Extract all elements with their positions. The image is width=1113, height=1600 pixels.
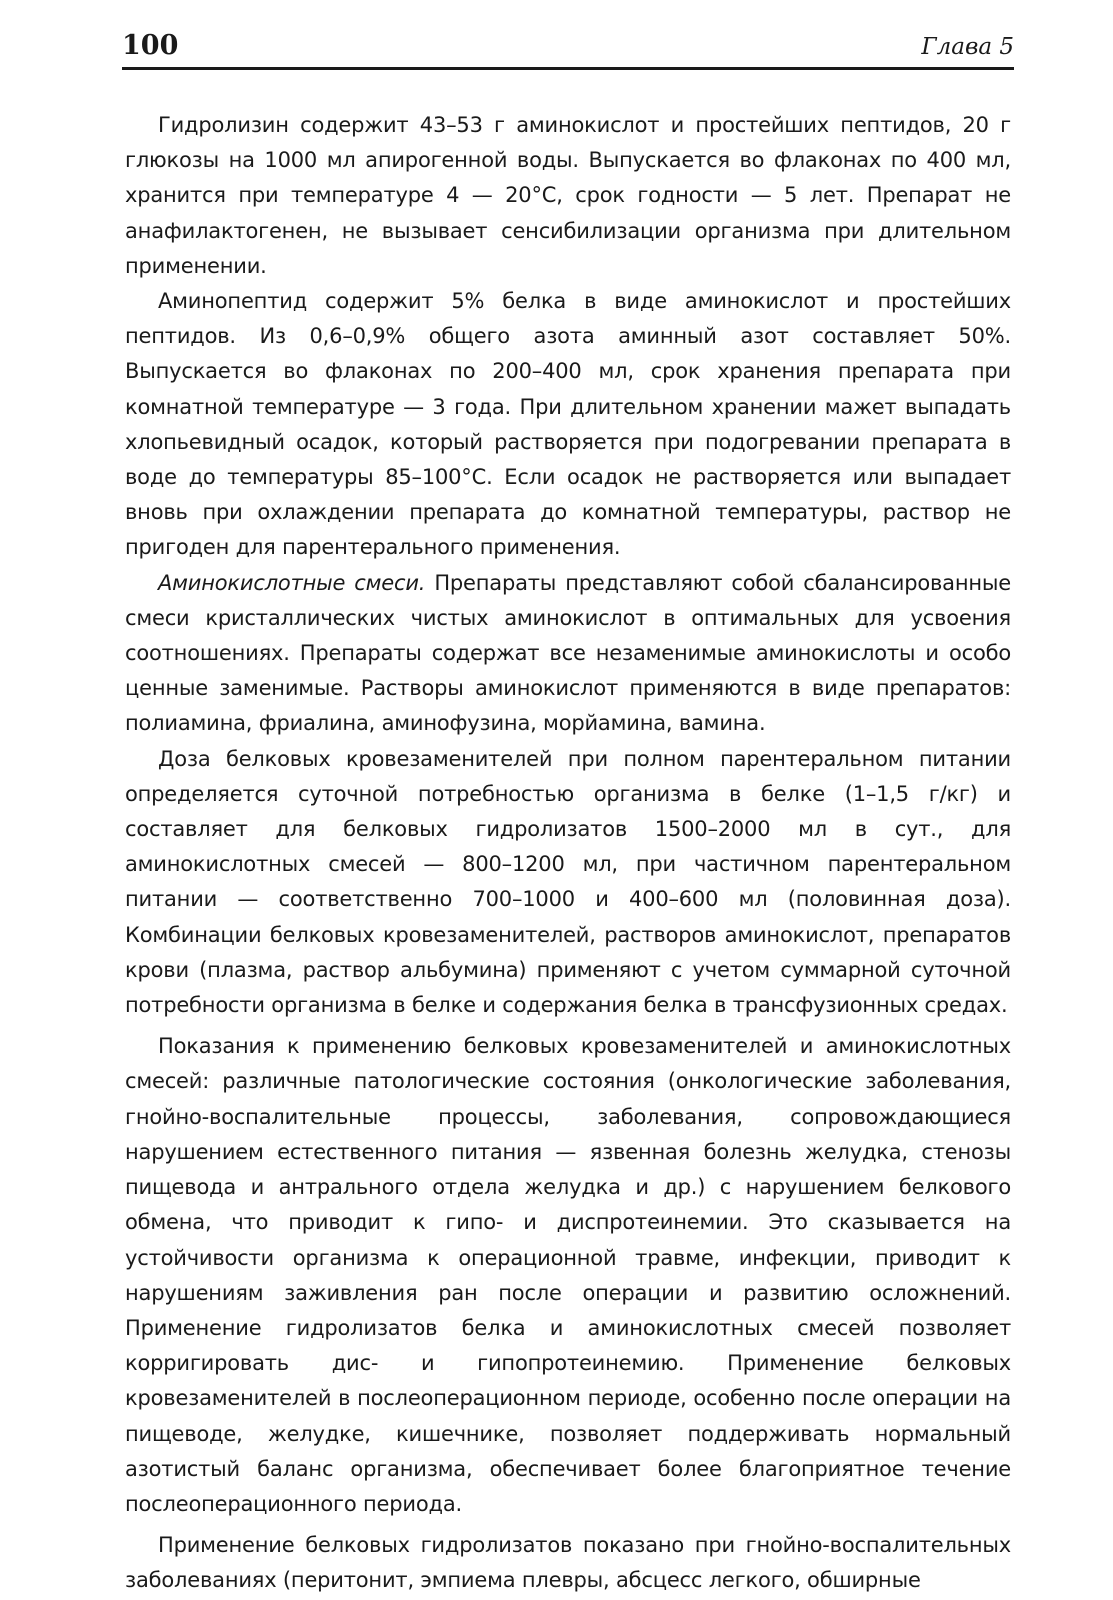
page-number: 100 <box>122 30 179 61</box>
body-text <box>125 108 1011 1599</box>
running-header <box>122 28 1014 68</box>
paragraph-lead-italic: Аминокислотные смеси. <box>158 570 426 595</box>
paragraph-aminopeptide: Аминопептид содержит 5% белка в виде аминокислот и простейших пептидов. Из 0,6–0,9% общего азота аминный азот составляет 50%. Выпускается во флаконах по 200–400 мл, срок хранения препарата при комнатной температуре — 3 года. При длительном хранении мажет выпадать хлопьевидный осадок, который растворяется при подогревании препарата в воде до температуры 85–100°С. Если осадок не растворяется или выпадает вновь при охлаждении препарата до комнатной температуры, раствор не пригоден для парентерального применения. <box>125 289 1011 560</box>
paragraph-hydrolysate-use: Применение белковых гидролизатов показано при гнойно-воспалительных заболеваниях (перитонит, эмпиема плевры, абсцесс легкого, обширные <box>125 1533 1011 1593</box>
header-rule <box>122 67 1014 70</box>
paragraph-hydrolysin: Гидролизин содержит 43–53 г аминокислот и простейших пептидов, 20 г глюкозы на 1000 мл апирогенной воды. Выпускается во флаконах по 400 мл, хранится при температуре 4 — 20°С, срок годности — 5 лет. Препарат не анафилактогенен, не вызывает сенсибилизации организма при длительном применении. <box>125 113 1011 278</box>
chapter-title: Глава 5 <box>921 34 1014 60</box>
paragraph-dose: Доза белковых кровезаменителей при полном парентеральном питании определяется суточной потребностью организма в белке (1–1,5 г/кг) и составляет для белковых гидролизатов 1500–2000 мл в сут., для аминокислотных смесей — 800–1200 мл, при частичном парентеральном питании — соответственно 700–1000 и 400–600 мл (половинная доза). Комбинации белковых кровезаменителей, растворов аминокислот, препаратов крови (плазма, раствор альбумина) применяют с учетом суммарной суточной потребности организма в белке и содержания белка в трансфузионных средах. <box>125 746 1011 1018</box>
paragraph-indications: Показания к применению белковых кровезаменителей и аминокислотных смесей: различные патологические состояния (онкологические заболевания, гнойно-воспалительные процессы, заболевания, сопровождающиеся нарушением естественного питания — язвенная болезнь желудка, стенозы пищевода и антрального отдела желудка и др.) с нарушением белкового обмена, что приводит к гипо- и диспротеинемии. Это сказывается на устойчивости организма к операционной травме, инфекции, приводит к нарушениям заживления ран после операции и развитию осложнений. Применение гидролизатов белка и аминокислотных смесей позволяет корригировать дис- и гипопротеинемию. Применение белковых кровезаменителей в послеоперационном периоде, особенно после операции на пищеводе, желудке, кишечнике, позволяет поддерживать нормальный азотистый баланс организма, обеспечивает более благоприятное течение послеоперационного периода. <box>125 1034 1011 1516</box>
paragraph-amino-acid-mixtures <box>125 566 1011 742</box>
paragraph-body: Препараты представляют собой сбалансированные смеси кристаллических чистых аминокислот в оптимальных для усвоения соотношениях. Препараты содержат все незаменимые аминокислоты и особо ценные заменимые. Растворы аминокислот применяются в виде препаратов: полиамина, фриалина, аминофузина, морйамина, вамина. <box>125 570 1012 736</box>
